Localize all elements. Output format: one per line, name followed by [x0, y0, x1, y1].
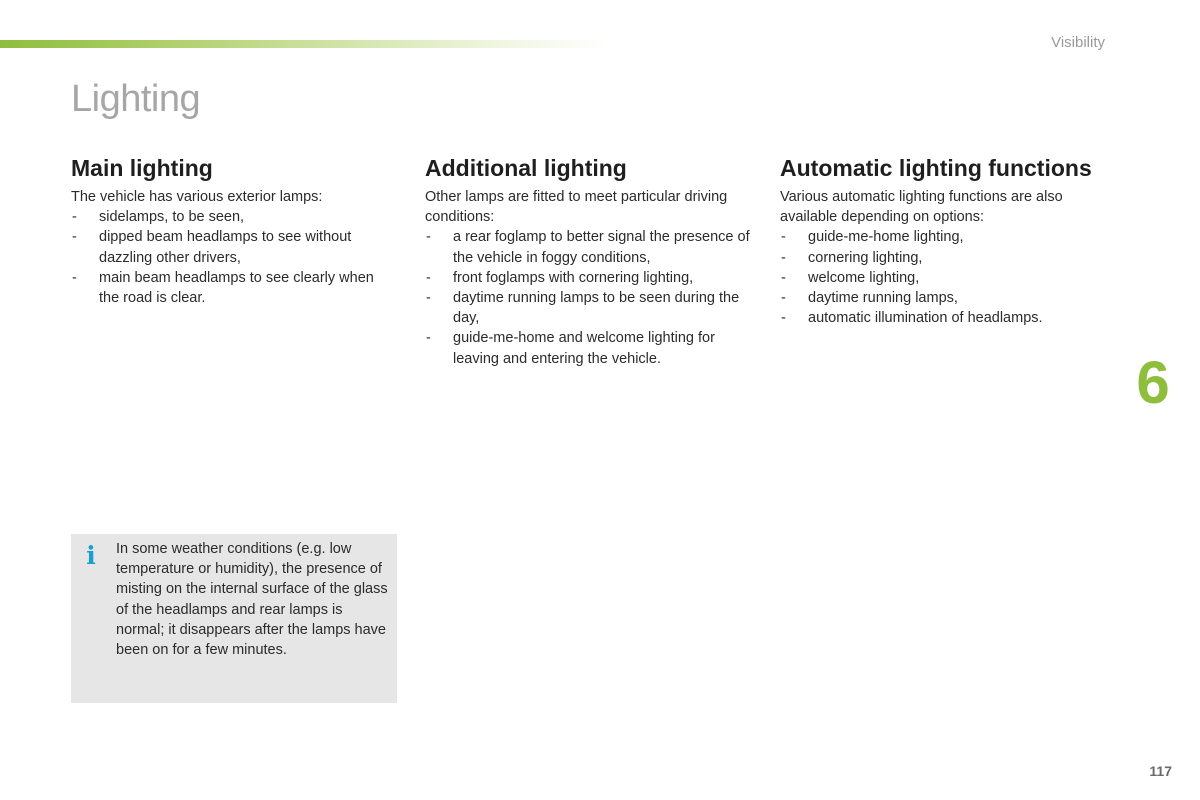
- list-dash: -: [781, 310, 786, 327]
- info-note-text: In some weather conditions (e.g. low temperature or humidity), the presence of misting on the internal surface of the glass of the headlamps and rear lamps is normal; it disappears after the lamps have been on for a few minutes.: [116, 541, 388, 659]
- list-dash: -: [781, 290, 786, 307]
- list-item-text: cornering lighting,: [808, 249, 923, 266]
- bullet-list: [71, 207, 396, 308]
- list-item-text: main beam headlamps to see clearly when the road is clear.: [99, 269, 374, 307]
- list-dash: -: [426, 269, 431, 286]
- list-dash: -: [781, 229, 786, 246]
- column-heading: Additional lighting: [425, 155, 627, 181]
- list-item-text: automatic illumination of headlamps.: [808, 310, 1043, 327]
- column-heading: Automatic lighting functions: [780, 155, 1092, 181]
- column-intro: The vehicle has various exterior lamps:: [71, 189, 323, 205]
- info-icon: i: [86, 541, 96, 570]
- list-item-text: guide-me-home lighting,: [808, 229, 964, 246]
- page-title: Lighting: [71, 78, 201, 120]
- list-item-text: guide-me-home and welcome lighting for leaving and entering the vehicle.: [453, 330, 715, 367]
- list-item: [425, 268, 755, 288]
- list-item-text: welcome lighting,: [808, 269, 920, 286]
- list-item-text: a rear foglamp to better signal the presence of the vehicle in foggy conditions,: [453, 229, 750, 266]
- list-item: [425, 288, 755, 328]
- list-dash: -: [72, 229, 77, 246]
- list-item: [425, 227, 755, 267]
- column-intro: Various automatic lighting functions are also available depending on options:: [780, 189, 1063, 226]
- header-accent-bar: [0, 40, 610, 48]
- info-note-box: [71, 534, 397, 703]
- list-item-text: daytime running lamps to be seen during the day,: [453, 290, 740, 327]
- list-item: [71, 268, 396, 308]
- list-dash: -: [426, 330, 431, 347]
- list-item-text: daytime running lamps,: [808, 290, 958, 307]
- list-item: [780, 227, 1100, 247]
- list-item: [780, 288, 1100, 308]
- list-dash: -: [781, 249, 786, 266]
- list-item: [780, 248, 1100, 268]
- list-item: [780, 308, 1100, 328]
- list-item: [71, 207, 396, 227]
- page-number: 117: [1149, 763, 1172, 779]
- list-item: [425, 328, 755, 368]
- chapter-number: 6: [1136, 349, 1170, 416]
- list-dash: -: [426, 229, 431, 246]
- bullet-list: [425, 227, 755, 368]
- column-heading: Main lighting: [71, 155, 213, 181]
- list-dash: -: [72, 209, 77, 226]
- column-automatic-lighting: [780, 156, 1100, 328]
- list-dash: -: [781, 269, 786, 286]
- column-main-lighting: [71, 156, 396, 308]
- list-item-text: front foglamps with cornering lighting,: [453, 269, 694, 286]
- column-additional-lighting: [425, 156, 755, 369]
- bullet-list: [780, 227, 1100, 328]
- list-dash: -: [426, 290, 431, 307]
- list-item: [71, 227, 396, 267]
- column-intro: Other lamps are fitted to meet particular driving conditions:: [425, 189, 728, 226]
- section-name: Visibility: [1051, 34, 1105, 51]
- list-item: [780, 268, 1100, 288]
- list-item-text: sidelamps, to be seen,: [99, 209, 245, 226]
- list-item-text: dipped beam headlamps to see without dazzling other drivers,: [99, 229, 352, 266]
- list-dash: -: [72, 269, 77, 286]
